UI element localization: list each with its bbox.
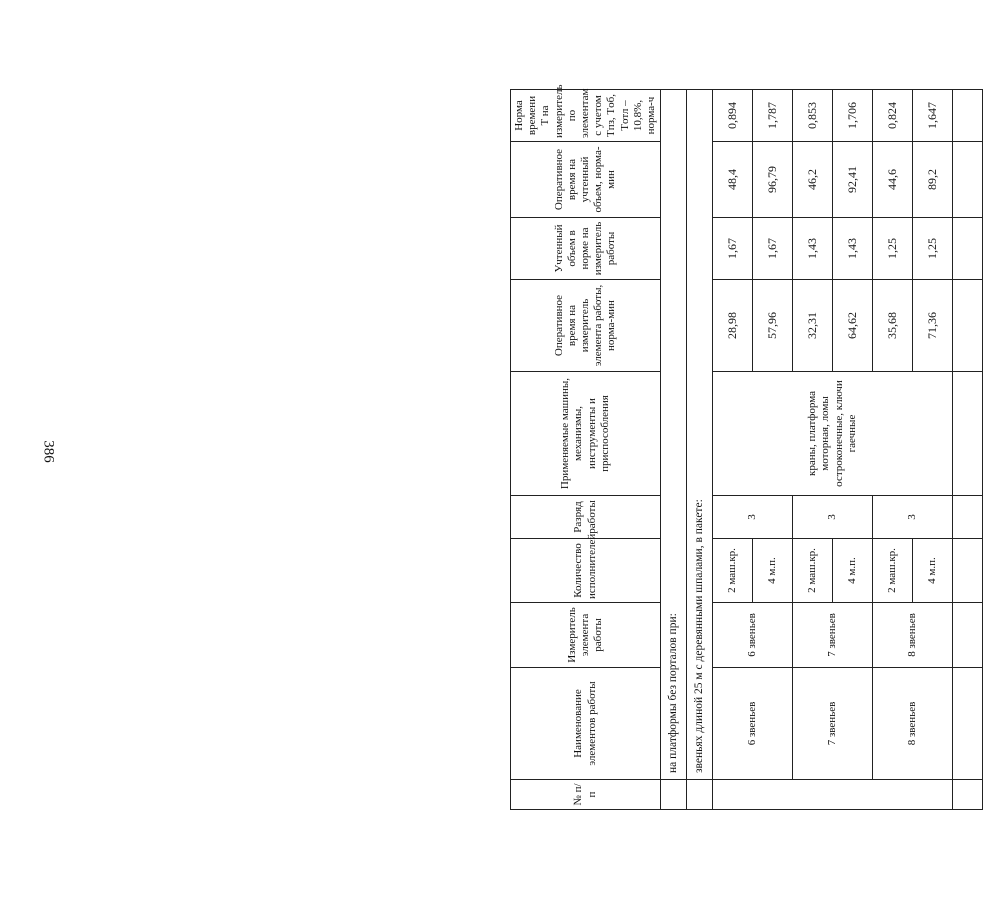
rotated-table-wrapper — [510, 84, 940, 810]
grade-cell: 3 — [873, 496, 953, 539]
accounted-cell: 1,67 — [713, 218, 753, 280]
element-meter: 8 звеньев — [873, 603, 953, 668]
empty-cell — [953, 372, 983, 496]
header-op-time: Оперативное время на измеритель элемента работы, норма-мин — [511, 280, 661, 372]
op-time-acc-cell: 46,2 — [793, 142, 833, 218]
header-workers: Количество исполнителей — [511, 539, 661, 603]
op-time-acc-cell: 89,2 — [913, 142, 953, 218]
element-name: 6 звеньев — [713, 668, 793, 780]
subsection-no-cell — [687, 780, 713, 810]
element-meter: 7 звеньев — [793, 603, 873, 668]
grade-cell: 3 — [793, 496, 873, 539]
workers-cell: 4 м.п. — [833, 539, 873, 603]
element-name: 8 звеньев — [873, 668, 953, 780]
op-time-cell: 64,62 — [833, 280, 873, 372]
empty-cell — [953, 280, 983, 372]
section-no-cell — [661, 780, 687, 810]
op-time-cell: 57,96 — [753, 280, 793, 372]
accounted-cell: 1,25 — [913, 218, 953, 280]
norm-cell: 0,853 — [793, 90, 833, 142]
element-name: 7 звеньев — [793, 668, 873, 780]
header-op-time-acc: Оперативное время на учтенный объем, норма-мин — [511, 142, 661, 218]
op-time-cell: 71,36 — [913, 280, 953, 372]
op-time-cell: 32,31 — [793, 280, 833, 372]
workers-cell: 2 маш.кр. — [713, 539, 753, 603]
row-no-cell — [713, 780, 953, 810]
accounted-cell: 1,67 — [753, 218, 793, 280]
accounted-cell: 1,25 — [873, 218, 913, 280]
table-row-empty — [953, 90, 983, 810]
empty-cell — [953, 90, 983, 142]
empty-cell — [953, 496, 983, 539]
header-grade: Разряд работы — [511, 496, 661, 539]
empty-cell — [953, 780, 983, 810]
table-row — [713, 90, 753, 810]
header-name: Наименование элементов работы — [511, 668, 661, 780]
op-time-acc-cell: 44,6 — [873, 142, 913, 218]
norms-table — [510, 84, 983, 810]
header-row — [511, 90, 661, 810]
norm-cell: 0,894 — [713, 90, 753, 142]
workers-cell: 4 м.п. — [753, 539, 793, 603]
empty-cell — [953, 218, 983, 280]
empty-cell — [953, 603, 983, 668]
empty-cell — [953, 668, 983, 780]
workers-cell: 2 маш.кр. — [873, 539, 913, 603]
machines-cell: краны, платформа моторная, ломы остроконечные, ключи гаечные — [713, 372, 953, 496]
op-time-acc-cell: 92,41 — [833, 142, 873, 218]
workers-cell: 2 маш.кр. — [793, 539, 833, 603]
element-meter: 6 звеньев — [713, 603, 793, 668]
workers-cell: 4 м.п. — [913, 539, 953, 603]
empty-cell — [953, 539, 983, 603]
section-title: на платформы без порталов при: — [661, 90, 687, 780]
accounted-cell: 1,43 — [833, 218, 873, 280]
page-number: 386 — [40, 440, 57, 463]
norm-cell: 1,647 — [913, 90, 953, 142]
header-no: № п/п — [511, 780, 661, 810]
op-time-cell: 28,98 — [713, 280, 753, 372]
subsection-row — [687, 90, 713, 810]
op-time-acc-cell: 48,4 — [713, 142, 753, 218]
norm-cell: 0,824 — [873, 90, 913, 142]
header-machines: Применяемые машины, механизмы, инструменты и приспособления — [511, 372, 661, 496]
subsection-title: звеньях длиной 25 м с деревянными шпалами, в пакете: — [687, 90, 713, 780]
norm-cell: 1,706 — [833, 90, 873, 142]
empty-cell — [953, 142, 983, 218]
accounted-cell: 1,43 — [793, 218, 833, 280]
op-time-acc-cell: 96,79 — [753, 142, 793, 218]
op-time-cell: 35,68 — [873, 280, 913, 372]
grade-cell: 3 — [713, 496, 793, 539]
norm-cell: 1,787 — [753, 90, 793, 142]
header-meter: Измеритель элемента работы — [511, 603, 661, 668]
section-row — [661, 90, 687, 810]
header-accounted: Учтенный объем в норме на измеритель работы — [511, 218, 661, 280]
header-norm: Норма времени T на измеритель по элементам с учетом Tпз, Tоб, Tотл – 10,8%, норма-ч — [511, 90, 661, 142]
